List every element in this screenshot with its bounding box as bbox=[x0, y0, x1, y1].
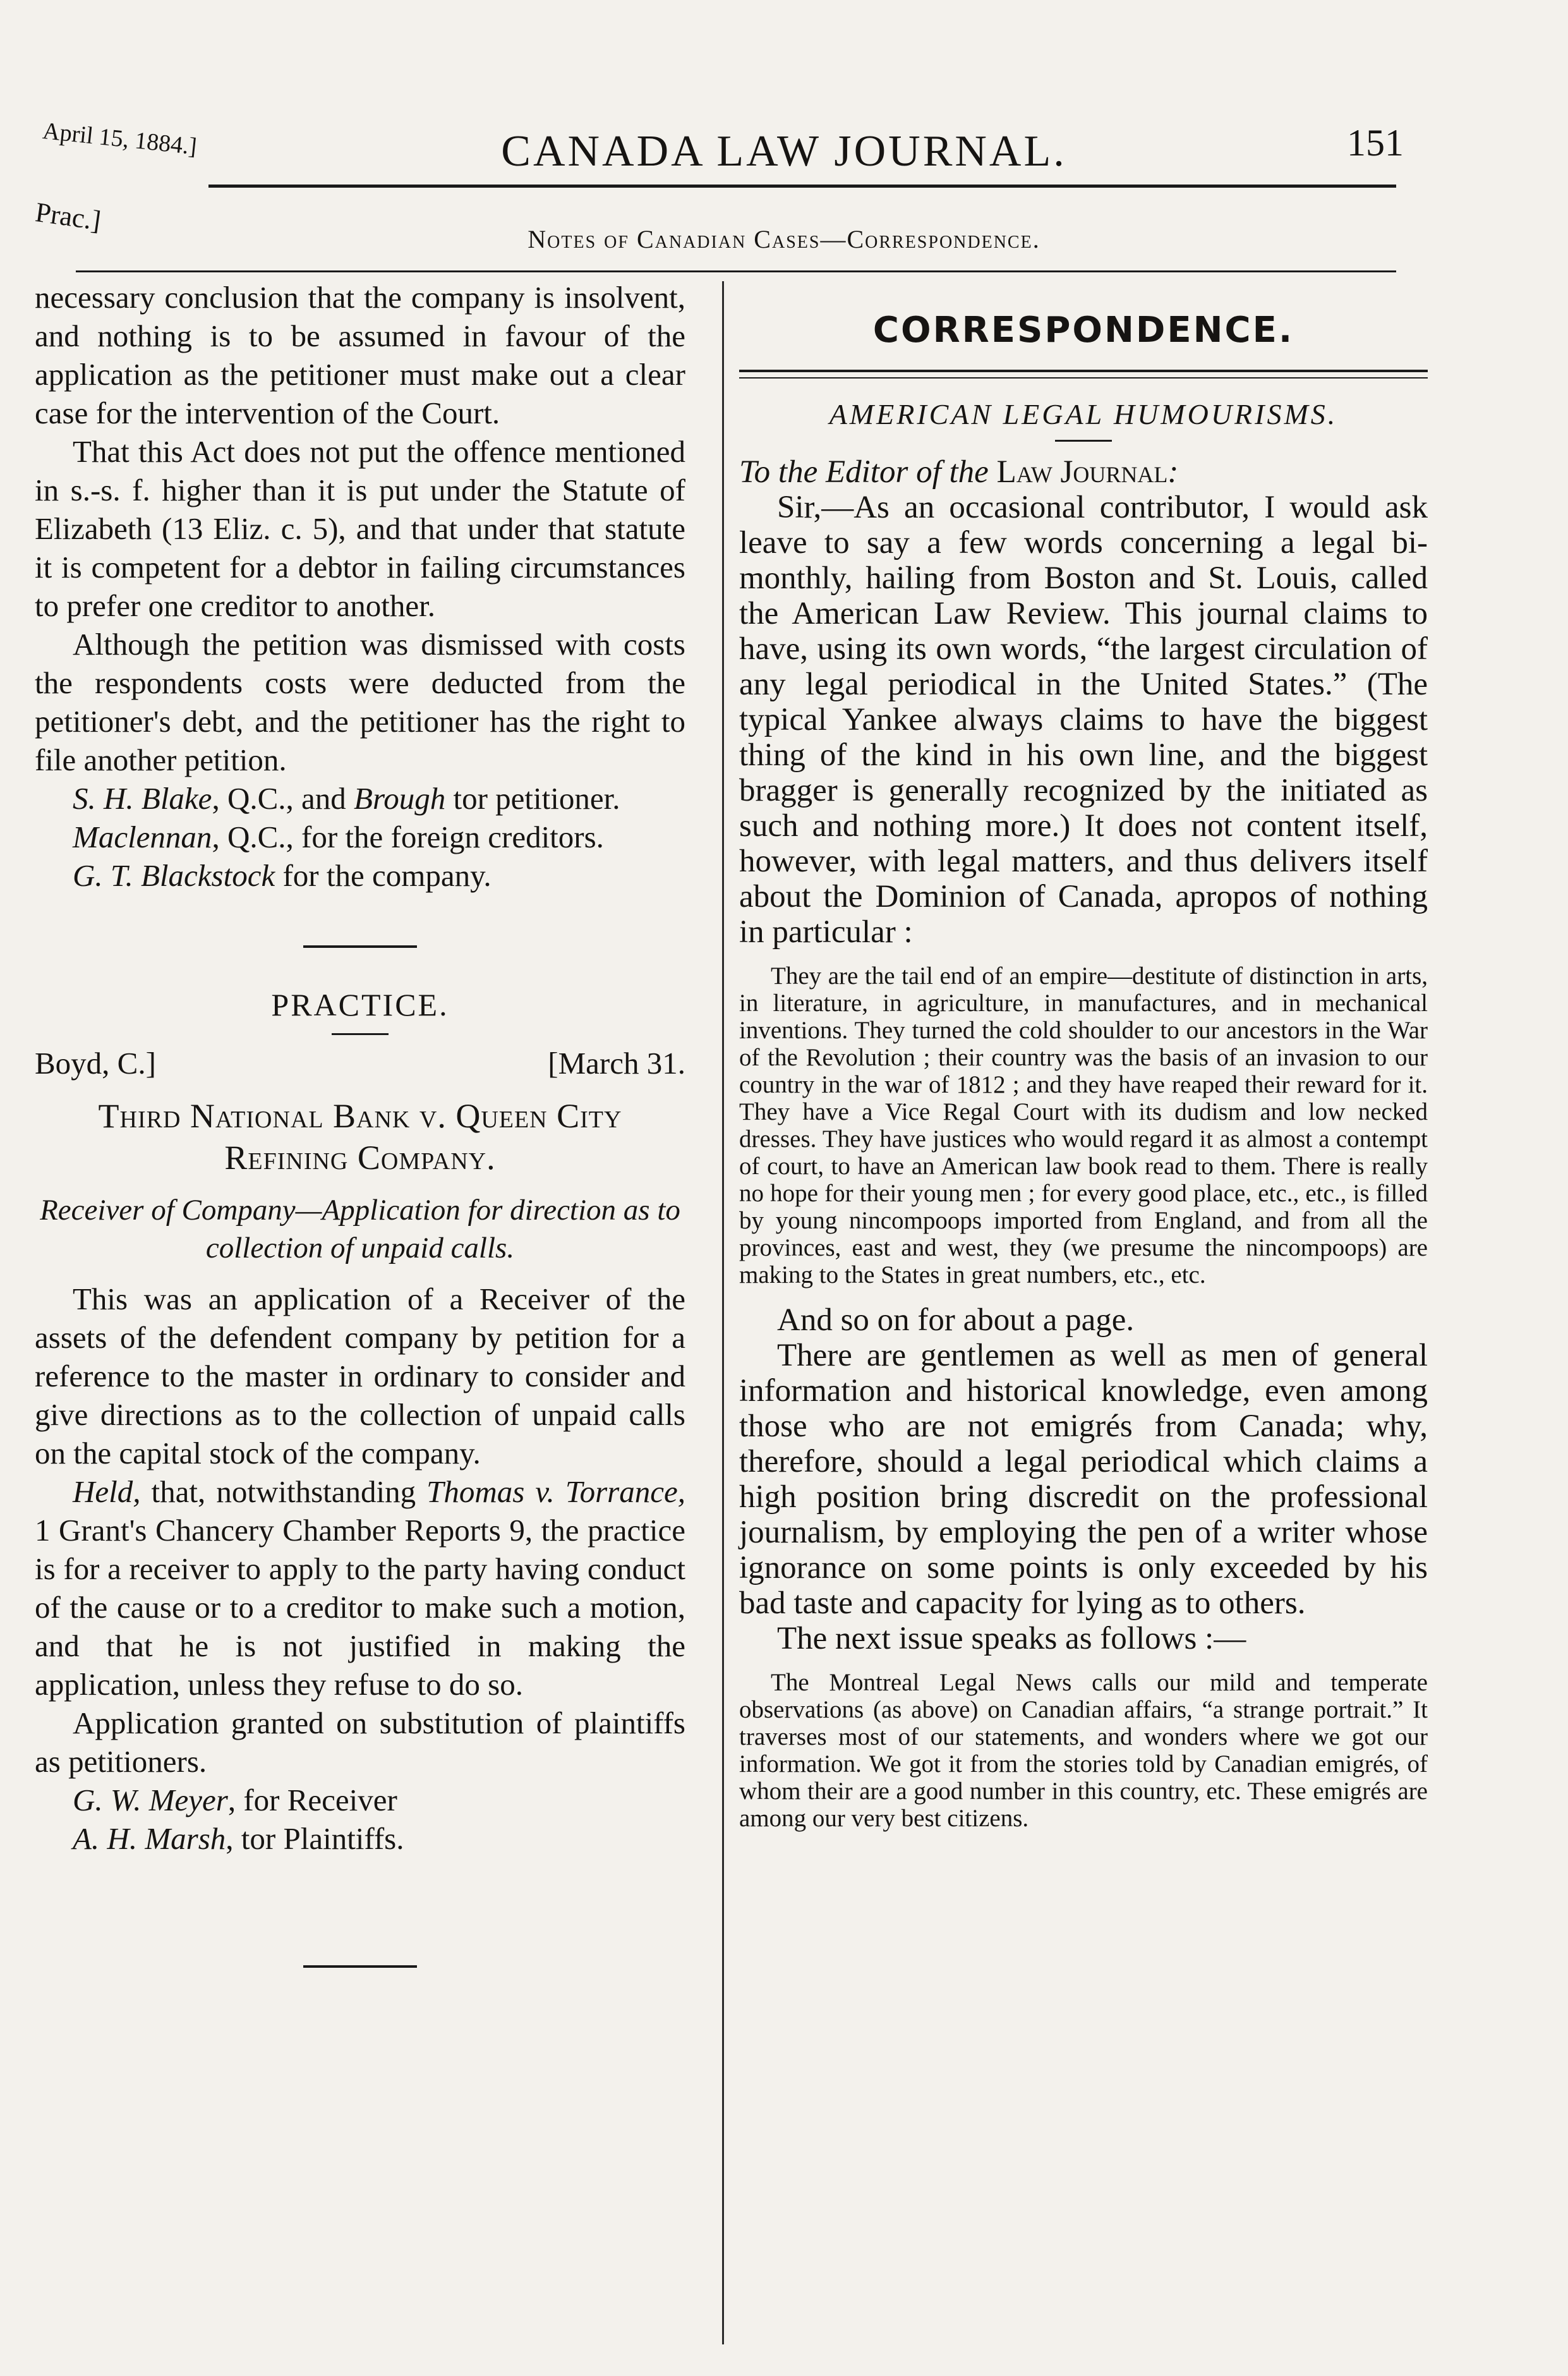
divider bbox=[303, 945, 417, 948]
counsel-line: A. H. Marsh, tor Plaintiffs. bbox=[73, 1821, 404, 1856]
paragraph: Sir,—As an occasional contributor, I would ask leave to say a few words concerning a legal bi-monthly, hailing from Boston and St. Louis, called the American Law Review. This journal claims to have, using its own words, “the largest circulation of any legal periodical in the United States.” (The typical Yankee always claims to have the biggest thing of the kind in his own line, and the biggest bragger is generally recognized by the initiated as such and nothing more.) It does not content itself, however, with legal matters, and thus delivers itself about the Dominion of Canada, apropos of nothing in particular : bbox=[739, 490, 1428, 950]
paragraph: There are gentlemen as well as men of general information and historical knowledge, even among those who are not emigrés from Canada; why, therefore, should a legal periodical which claims a high position bring discredit on the professional journalism, by employing the pen of a writer whose ignorance on some points is only exceeded by his bad taste and capacity for lying as to others. bbox=[739, 1338, 1428, 1621]
article-title: AMERICAN LEGAL HUMOURISMS. bbox=[829, 398, 1338, 430]
page-number: 151 bbox=[1347, 122, 1404, 164]
case-title: Third National Bank v. Queen City Refining Company. bbox=[98, 1097, 622, 1177]
paragraph: This was an application of a Receiver of the assets of the defendent company by petition for a reference to the master in ordinary to consider and give directions as to the collection of unpaid calls on the capital stock of the company. bbox=[35, 1282, 685, 1470]
column-divider bbox=[722, 281, 724, 2344]
divider bbox=[303, 1965, 417, 1968]
counsel-line: Maclennan, Q.C., for the foreign creditors. bbox=[73, 820, 604, 854]
paragraph: Held, that, notwithstanding Thomas v. Torrance, 1 Grant's Chancery Chamber Reports 9, the practice is for a receiver to apply to the party having conduct of the cause or to a creditor to make such a motion, and that he is not justified in making the application, unless they refuse to do so. bbox=[35, 1474, 685, 1702]
left-column bbox=[35, 278, 685, 1979]
counsel-line: S. H. Blake, Q.C., and Brough tor petitioner. bbox=[73, 781, 620, 816]
paragraph: That this Act does not put the offence mentioned in s.-s. f. higher than it is put under the Statute of Elizabeth (13 Eliz. c. 5), and that under that statute it is competent for a debtor in failing circumstances to prefer one creditor to another. bbox=[35, 434, 685, 623]
quotation: They are the tail end of an empire—destitute of distinction in arts, in literature, in agriculture, in manufactures, and in mechanical inventions. They turned the cold shoulder to our ancestors in the War of the Revolution ; their country was the basis of an invasion to our country in the war of 1812 ; and they have reaped their reward for it. They have a Vice Regal Court with its dudism and low necked dresses. They have justices who would regard it as almost a contempt of court, to have an American law book read to them. There is really no hope for their young men ; for every good place, etc., etc., is filled by young nincompoops imported from England, and from all the provinces, east and west, they (we presume the nincompoops) are making to the States in great numbers, etc., etc. bbox=[739, 962, 1428, 1288]
section-title: Notes of Canadian Cases—Correspondence. bbox=[528, 225, 1040, 253]
divider bbox=[332, 1033, 389, 1035]
case-subject: Receiver of Company—Application for direction as to collection of unpaid calls. bbox=[40, 1194, 680, 1264]
section-rule bbox=[76, 270, 1396, 272]
case-date: [March 31. bbox=[548, 1046, 685, 1081]
paragraph: And so on for about a page. bbox=[777, 1302, 1135, 1338]
court-line bbox=[35, 1044, 685, 1082]
paragraph: necessary conclusion that the company is insolvent, and nothing is to be assumed in favour of the application as the petitioner must make out a clear case for the intervention of the Court. bbox=[35, 280, 685, 430]
paragraph: Although the petition was dismissed with costs the respondents costs were deducted from the petitioner's debt, and the petitioner has the right to file another petition. bbox=[35, 627, 685, 777]
salutation: To the Editor of the Law Journal: bbox=[739, 454, 1179, 490]
double-rule bbox=[739, 370, 1428, 379]
quotation: The Montreal Legal News calls our mild and temperate observations (as above) on Canadian affairs, “a strange portrait.” It traverses most of our statements, and wonders where we got our information. We got it from the stories told by Canadian emigrés, of whom their are a good number in this country, etc. These emigrés are among our very best citizens. bbox=[739, 1669, 1428, 1832]
right-column bbox=[739, 310, 1428, 1846]
practice-heading: PRACTICE. bbox=[271, 987, 449, 1022]
journal-title: CANADA LAW JOURNAL. bbox=[501, 127, 1067, 176]
court-name: Boyd, C.] bbox=[35, 1046, 156, 1081]
header-rule bbox=[208, 185, 1396, 188]
counsel-line: G. T. Blackstock for the company. bbox=[73, 858, 492, 893]
paragraph: Application granted on substitution of plaintiffs as petitioners. bbox=[35, 1706, 685, 1779]
header-date: April 15, 1884.] bbox=[41, 117, 198, 161]
divider bbox=[1055, 440, 1112, 442]
counsel-line: G. W. Meyer, for Receiver bbox=[73, 1783, 397, 1817]
section-label: Prac.] bbox=[33, 196, 103, 236]
correspondence-heading: CORRESPONDENCE. bbox=[872, 310, 1294, 351]
paragraph: The next issue speaks as follows :— bbox=[777, 1621, 1246, 1656]
